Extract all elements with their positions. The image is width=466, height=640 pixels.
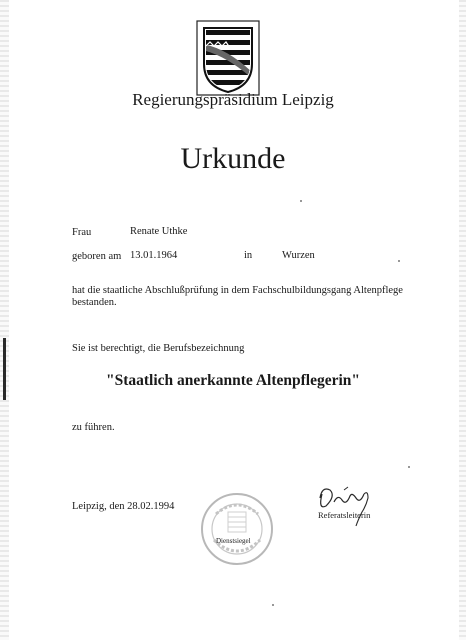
scan-speck: [272, 604, 274, 606]
scan-speck: [408, 466, 410, 468]
issuing-authority: Regierungspräsidium Leipzig: [132, 90, 334, 109]
place-and-date: Leipzig, den 28.02.1994: [72, 501, 175, 512]
signer-role: Referatsleiterin: [318, 510, 371, 520]
scan-speck: [300, 200, 302, 202]
birth-place: Wurzen: [282, 250, 315, 261]
saxony-coat-of-arms-icon: [196, 20, 260, 96]
birth-date: 13.01.1964: [130, 250, 178, 261]
birth-place-label: in: [244, 250, 253, 261]
handwritten-signature: [312, 484, 382, 528]
official-seal-icon: [198, 490, 276, 568]
closing-statement: zu führen.: [72, 422, 115, 433]
scan-speck: [398, 260, 400, 262]
punch-hole-mark: [3, 338, 6, 400]
salutation-label: Frau: [72, 227, 92, 238]
birth-date-label: geboren am: [72, 251, 122, 262]
exam-statement-line-2: bestanden.: [72, 297, 117, 308]
professional-designation: "Staatlich anerkannte Altenpflegerin": [105, 372, 360, 389]
exam-statement-line-1: hat die staatliche Abschlußprüfung in dem Fachschulbildungsgang Altenpflege: [72, 285, 403, 296]
document-title: Urkunde: [180, 142, 286, 175]
entitlement-statement: Sie ist berechtigt, die Berufsbezeichnung: [72, 343, 245, 354]
recipient-name: Renate Uthke: [130, 226, 188, 237]
seal-label: Dienstsiegel: [216, 537, 251, 545]
